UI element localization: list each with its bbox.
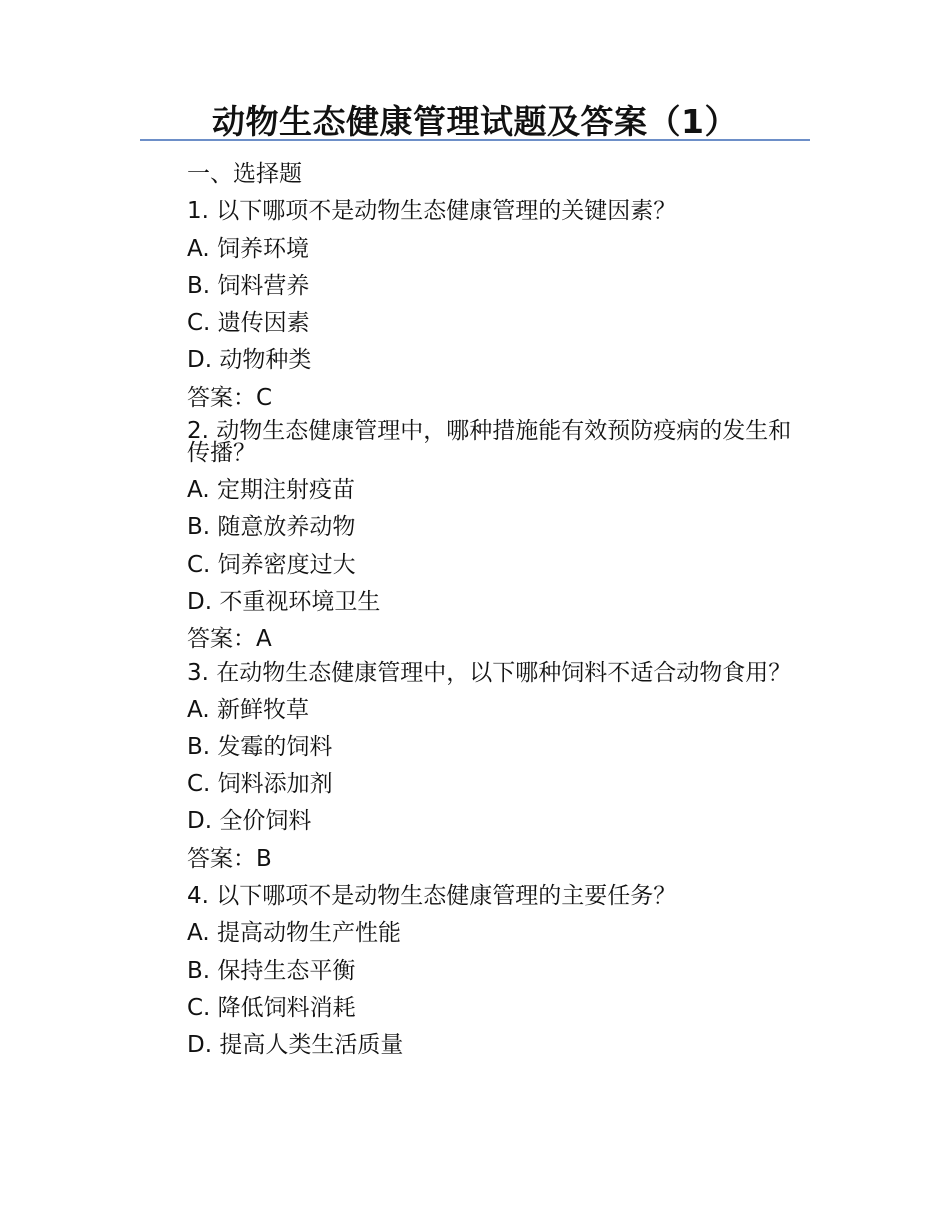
section-heading: 一、选择题 xyxy=(187,161,302,187)
question-3-option-a: A. 新鲜牧草 xyxy=(187,696,309,723)
question-4-option-b: B. 保持生态平衡 xyxy=(187,957,356,984)
question-4-option-c: C. 降低饲料消耗 xyxy=(187,994,356,1021)
question-2-option-d: D. 不重视环境卫生 xyxy=(187,588,381,615)
question-2-option-a: A. 定期注射疫苗 xyxy=(187,477,355,504)
question-4-option-a: A. 提高动物生产性能 xyxy=(187,920,401,947)
question-2-answer: 答案：A xyxy=(187,626,272,653)
question-1-answer: 答案：C xyxy=(187,384,273,411)
document-body xyxy=(140,156,812,1065)
question-1-option-c: C. 遗传因素 xyxy=(187,310,310,337)
question-3-text: 3. 在动物生态健康管理中，以下哪种饲料不适合动物食用？ xyxy=(187,659,792,686)
question-4-text: 4. 以下哪项不是动物生态健康管理的主要任务？ xyxy=(187,883,677,910)
question-2-text: 2. 动物生态健康管理中，哪种措施能有效预防疫病的发生和传播？ xyxy=(187,418,792,467)
question-3-option-b: B. 发霉的饲料 xyxy=(187,733,333,760)
question-3-option-d: D. 全价饲料 xyxy=(187,808,312,835)
question-3-option-c: C. 饲料添加剂 xyxy=(187,771,333,798)
question-1-text: 1. 以下哪项不是动物生态健康管理的关键因素？ xyxy=(187,198,677,225)
question-4-option-d: D. 提高人类生活质量 xyxy=(187,1032,404,1059)
question-3-answer: 答案：B xyxy=(187,845,272,872)
question-2-option-c: C. 饲养密度过大 xyxy=(187,551,356,578)
document-title: 动物生态健康管理试题及答案（1） xyxy=(212,102,738,141)
question-1-option-d: D. 动物种类 xyxy=(187,347,312,374)
question-1-option-a: A. 饲养环境 xyxy=(187,235,309,262)
question-1-option-b: B. 饲料营养 xyxy=(187,272,310,299)
question-2-option-b: B. 随意放养动物 xyxy=(187,514,356,541)
title-underline xyxy=(140,139,810,141)
